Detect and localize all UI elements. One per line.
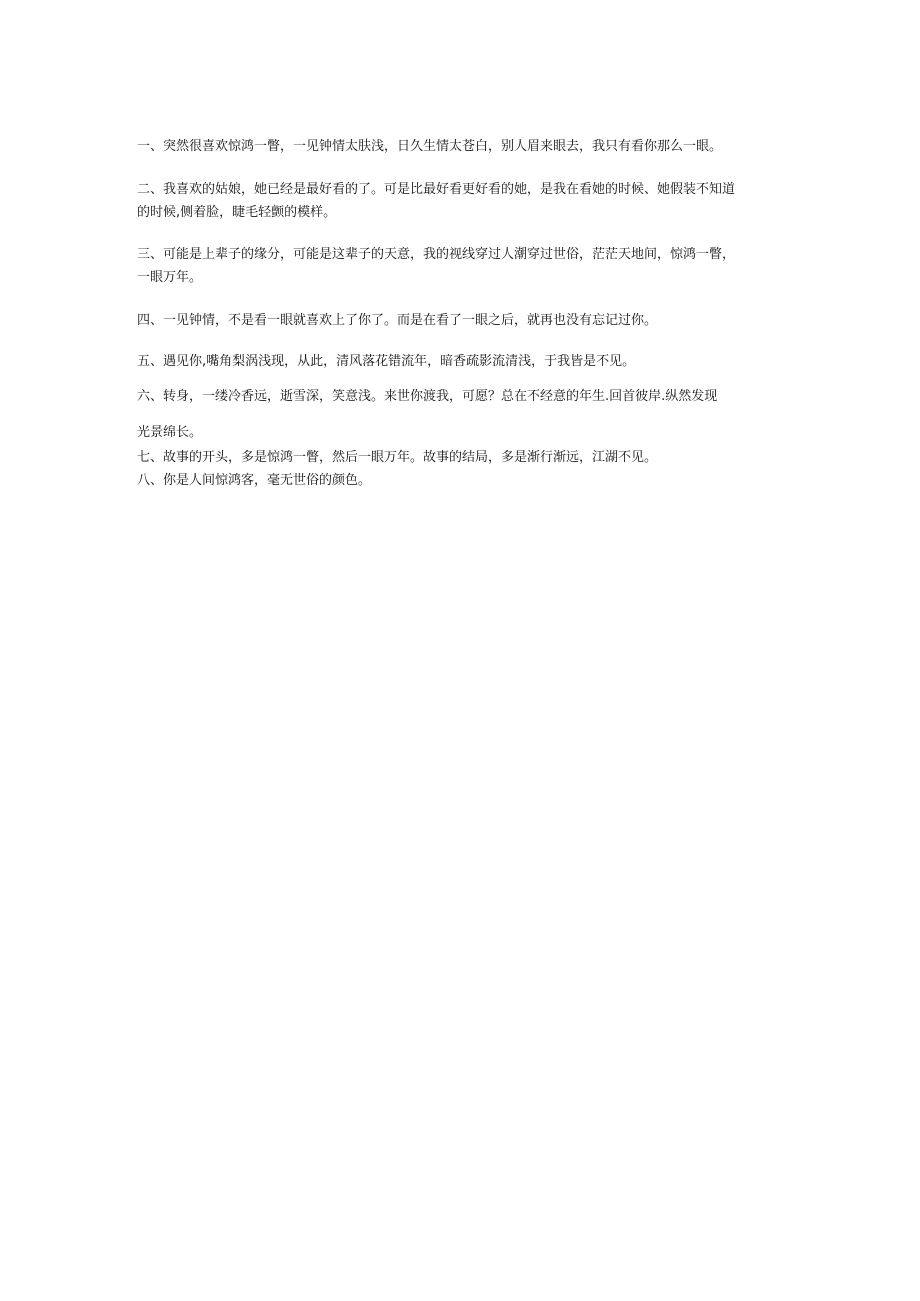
paragraph-7: [137, 446, 787, 469]
paragraph-4: [137, 309, 787, 332]
paragraph-line: 光景绵长。: [137, 425, 203, 440]
paragraph-line: 二、我喜欢的姑娘，她已经是最好看的了。可是比最好看更好看的她，是我在看她的时候、她假装不知道: [137, 182, 736, 197]
paragraph-line: 一眼万年。: [137, 270, 203, 285]
paragraph-line: 五、遇见你,嘴角梨涡浅现，从此，清风落花错流年，暗香疏影流清浅，于我皆是不见。: [137, 354, 636, 369]
paragraph-line: 四、一见钟情，不是看一眼就喜欢上了你了。而是在看了一眼之后，就再也没有忘记过你。: [137, 313, 658, 328]
paragraph-line: 六、转身，一缕冷香远，逝雪深，笑意浅。来世你渡我，可愿？总在不经意的年生.回首彼岸.纵然发现: [137, 389, 718, 404]
paragraph-5: [137, 350, 787, 373]
paragraph-1: [137, 135, 787, 158]
paragraph-2: [137, 178, 787, 224]
paragraph-3: [137, 243, 787, 289]
paragraph-6: [137, 385, 787, 408]
paragraph-line: 七、故事的开头，多是惊鸿一瞥，然后一眼万年。故事的结局，多是渐行渐远，江湖不见。: [137, 450, 658, 465]
paragraph-line: 一、突然很喜欢惊鸿一瞥，一见钟情太肤浅，日久生情太苍白，别人眉来眼去，我只有看你那么一眼。: [137, 139, 723, 154]
paragraph-line: 的时候,侧着脸，睫毛轻颤的模样。: [137, 205, 337, 220]
paragraph-6-continuation: [137, 421, 787, 444]
paragraph-line: 三、可能是上辈子的缘分，可能是这辈子的天意，我的视线穿过人潮穿过世俗，茫茫天地间，惊鸿一瞥，: [137, 247, 736, 262]
paragraph-line: 八、你是人间惊鸿客，毫无世俗的颜色。: [137, 473, 372, 488]
paragraph-8: [137, 469, 787, 492]
